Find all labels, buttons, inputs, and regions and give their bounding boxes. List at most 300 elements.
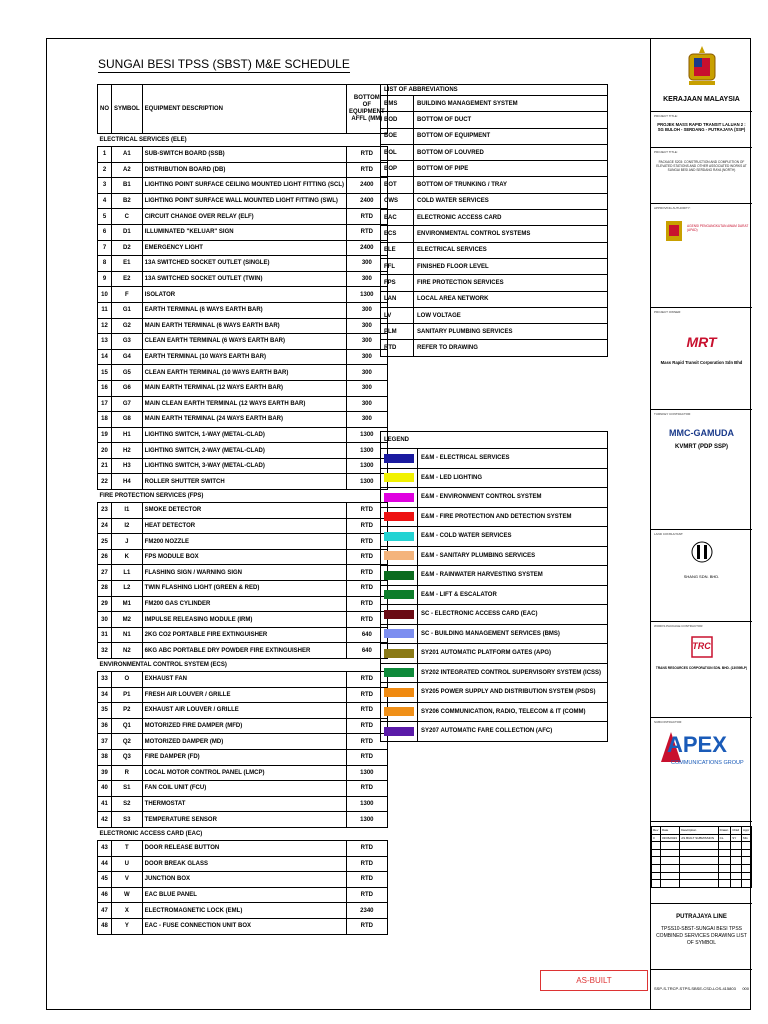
table-cell-sym: G2 bbox=[112, 318, 143, 334]
legend-swatch bbox=[384, 610, 414, 619]
table-cell-no: 34 bbox=[98, 687, 112, 703]
table-cell-no: 5 bbox=[98, 209, 112, 225]
table-row bbox=[98, 271, 388, 287]
table-cell-desc: CLEAN EARTH TERMINAL (10 WAYS EARTH BAR) bbox=[142, 365, 346, 381]
table-row bbox=[98, 627, 388, 643]
table-cell-no: 39 bbox=[98, 765, 112, 781]
legend-swatch bbox=[384, 727, 414, 736]
list-item bbox=[381, 340, 608, 356]
table-cell-desc: FRESH AIR LOUVER / GRILLE bbox=[142, 687, 346, 703]
table-cell-no: 27 bbox=[98, 565, 112, 581]
rev-cell: CL bbox=[718, 834, 731, 842]
table-cell-val: 300 bbox=[347, 302, 388, 318]
table-cell-sym: W bbox=[112, 887, 143, 903]
list-item bbox=[381, 210, 608, 226]
list-item bbox=[381, 161, 608, 177]
table-row bbox=[98, 549, 388, 565]
table-cell-desc: 2KG CO2 PORTABLE FIRE EXTINGUISHER bbox=[142, 627, 346, 643]
table-cell-val: 640 bbox=[347, 627, 388, 643]
legend-item bbox=[381, 488, 608, 508]
table-cell-val: RTD bbox=[347, 162, 388, 178]
table-cell-desc: JUNCTION BOX bbox=[142, 872, 346, 888]
list-item bbox=[381, 96, 608, 112]
legend-swatch bbox=[384, 512, 414, 521]
legend-swatch bbox=[384, 649, 414, 658]
table-cell-val: RTD bbox=[347, 503, 388, 519]
table-cell-no: 3 bbox=[98, 178, 112, 194]
apex-subtitle: COMMUNICATIONS GROUP bbox=[671, 760, 744, 766]
table-row bbox=[98, 503, 388, 519]
table-cell-val: 1300 bbox=[347, 765, 388, 781]
table-row bbox=[98, 412, 388, 428]
table-row bbox=[98, 349, 388, 365]
table-cell-sym: C bbox=[112, 209, 143, 225]
table-cell-desc: HEAT DETECTOR bbox=[142, 518, 346, 534]
legend-label: E&M - FIRE PROTECTION AND DETECTION SYSTEM bbox=[418, 507, 608, 527]
table-cell-val: 300 bbox=[347, 318, 388, 334]
contractor-cell bbox=[651, 410, 752, 530]
abbreviation-meaning: FIRE PROTECTION SERVICES bbox=[414, 275, 608, 291]
table-cell-no: 16 bbox=[98, 380, 112, 396]
legend-swatch-cell bbox=[381, 663, 418, 683]
table-cell-sym: H4 bbox=[112, 474, 143, 490]
table-row bbox=[98, 749, 388, 765]
legend-label: E&M - RAINWATER HARVESTING SYSTEM bbox=[418, 566, 608, 586]
table-row bbox=[98, 162, 388, 178]
package-label: PROJECT TITLE: bbox=[654, 150, 678, 154]
table-cell-sym: V bbox=[112, 872, 143, 888]
revision-table bbox=[651, 826, 752, 888]
approving-cell bbox=[651, 204, 752, 308]
abbreviation-meaning: BOTTOM OF TRUNKING / TRAY bbox=[414, 177, 608, 193]
table-cell-sym: G6 bbox=[112, 380, 143, 396]
abbreviation-code: RTD bbox=[381, 340, 414, 356]
table-row bbox=[98, 765, 388, 781]
table-row bbox=[98, 796, 388, 812]
table-cell-desc: FPS MODULE BOX bbox=[142, 549, 346, 565]
table-cell-no: 44 bbox=[98, 856, 112, 872]
package-cell bbox=[651, 148, 752, 204]
abbreviation-meaning: BOTTOM OF DUCT bbox=[414, 112, 608, 128]
legend-swatch bbox=[384, 571, 414, 580]
table-cell-no: 36 bbox=[98, 718, 112, 734]
table-cell-sym: D2 bbox=[112, 240, 143, 256]
contractor-label: TURNKEY CONTRACTOR: bbox=[654, 412, 692, 416]
table-row bbox=[98, 380, 388, 396]
table-cell-val: RTD bbox=[347, 703, 388, 719]
abbreviation-meaning: BOTTOM OF PIPE bbox=[414, 161, 608, 177]
legend-item bbox=[381, 507, 608, 527]
table-cell-no: 7 bbox=[98, 240, 112, 256]
table-cell-val: 300 bbox=[347, 334, 388, 350]
revision-row bbox=[652, 834, 752, 842]
legend-item bbox=[381, 468, 608, 488]
table-cell-sym: G5 bbox=[112, 365, 143, 381]
as-built-stamp: AS-BUILT bbox=[540, 970, 648, 991]
table-cell-desc: EARTH TERMINAL (10 WAYS EARTH BAR) bbox=[142, 349, 346, 365]
table-cell-desc: CLEAN EARTH TERMINAL (6 WAYS EARTH BAR) bbox=[142, 334, 346, 350]
table-row bbox=[98, 518, 388, 534]
table-cell-val: RTD bbox=[347, 565, 388, 581]
legend-label: SC - ELECTRONIC ACCESS CARD (EAC) bbox=[418, 605, 608, 625]
table-cell-desc: LOCAL MOTOR CONTROL PANEL (LMCP) bbox=[142, 765, 346, 781]
legend-swatch-cell bbox=[381, 566, 418, 586]
table-cell-val: 1300 bbox=[347, 443, 388, 459]
table-cell-no: 21 bbox=[98, 458, 112, 474]
table-cell-sym: I2 bbox=[112, 518, 143, 534]
table-cell-val: RTD bbox=[347, 147, 388, 163]
table-cell-desc: FIRE DAMPER (FD) bbox=[142, 749, 346, 765]
table-row bbox=[98, 178, 388, 194]
legend-swatch-cell bbox=[381, 702, 418, 722]
table-cell-desc: FM200 NOZZLE bbox=[142, 534, 346, 550]
table-cell-val: RTD bbox=[347, 612, 388, 628]
drawing-number-cell bbox=[651, 970, 752, 1010]
schedule-table bbox=[97, 84, 388, 935]
line-name: PUTRAJAYA LINE bbox=[676, 914, 727, 920]
schedule-section-row bbox=[98, 490, 388, 503]
abbreviation-meaning: FINISHED FLOOR LEVEL bbox=[414, 258, 608, 274]
table-cell-desc: TWIN FLASHING LIGHT (GREEN & RED) bbox=[142, 581, 346, 597]
table-cell-val: RTD bbox=[347, 209, 388, 225]
table-row bbox=[98, 209, 388, 225]
schedule-header-cell: SYMBOL bbox=[112, 85, 143, 134]
legend-swatch-cell bbox=[381, 624, 418, 644]
table-row bbox=[98, 581, 388, 597]
table-cell-no: 17 bbox=[98, 396, 112, 412]
table-cell-val: 2400 bbox=[347, 193, 388, 209]
table-cell-val: 1300 bbox=[347, 287, 388, 303]
table-row bbox=[98, 903, 388, 919]
table-cell-no: 14 bbox=[98, 349, 112, 365]
table-cell-desc: EXHAUST AIR LOUVER / GRILLE bbox=[142, 703, 346, 719]
abbreviation-meaning: SANITARY PLUMBING SERVICES bbox=[414, 324, 608, 340]
abbreviations-header-row bbox=[381, 85, 608, 96]
legend-swatch-cell bbox=[381, 527, 418, 547]
legend-swatch-cell bbox=[381, 683, 418, 703]
abbreviation-code: BOE bbox=[381, 128, 414, 144]
legend-swatch-cell bbox=[381, 468, 418, 488]
table-row bbox=[98, 256, 388, 272]
table-cell-no: 10 bbox=[98, 287, 112, 303]
table-cell-val: 2400 bbox=[347, 240, 388, 256]
abbreviation-code: BMS bbox=[381, 96, 414, 112]
table-cell-desc: LIGHTING SWITCH, 3-WAY (METAL-CLAD) bbox=[142, 458, 346, 474]
legend-header-row bbox=[381, 432, 608, 449]
table-cell-sym: F bbox=[112, 287, 143, 303]
table-cell-sym: M1 bbox=[112, 596, 143, 612]
legend-swatch-cell bbox=[381, 585, 418, 605]
table-cell-no: 46 bbox=[98, 887, 112, 903]
table-cell-no: 30 bbox=[98, 612, 112, 628]
legend-label: SY205 POWER SUPPLY AND DISTRIBUTION SYSTEM (PSDS) bbox=[418, 683, 608, 703]
table-row bbox=[98, 147, 388, 163]
table-cell-val: 1300 bbox=[347, 427, 388, 443]
schedule-section-row bbox=[98, 659, 388, 672]
table-row bbox=[98, 240, 388, 256]
mmc-gamuda-logo: MMC-GAMUDA bbox=[669, 428, 734, 438]
table-cell-val: RTD bbox=[347, 872, 388, 888]
table-cell-no: 28 bbox=[98, 581, 112, 597]
table-cell-val: RTD bbox=[347, 518, 388, 534]
legend-label: SC - BUILDING MANAGEMENT SERVICES (BMS) bbox=[418, 624, 608, 644]
legend-label: E&M - SANITARY PLUMBING SERVICES bbox=[418, 546, 608, 566]
works-cell bbox=[651, 622, 752, 718]
abbreviation-meaning: ELECTRONIC ACCESS CARD bbox=[414, 210, 608, 226]
table-cell-val: RTD bbox=[347, 734, 388, 750]
table-cell-sym: X bbox=[112, 903, 143, 919]
table-cell-desc: LIGHTING POINT SURFACE WALL MOUNTED LIGHT FITTING (SWL) bbox=[142, 193, 346, 209]
table-cell-desc: ISOLATOR bbox=[142, 287, 346, 303]
rev-header: Drawn bbox=[718, 827, 731, 835]
table-cell-no: 24 bbox=[98, 518, 112, 534]
table-cell-no: 25 bbox=[98, 534, 112, 550]
table-cell-sym: U bbox=[112, 856, 143, 872]
table-cell-val: 1300 bbox=[347, 458, 388, 474]
project-title-label: PROJECT TITLE: bbox=[654, 114, 678, 118]
title-block bbox=[650, 38, 751, 1010]
schedule-header-cell: BOTTOM OF EQUIPMENT AFFL (MM) bbox=[347, 85, 388, 134]
consultant-name: SHANG SDN. BHD. bbox=[683, 574, 720, 579]
table-cell-val: 300 bbox=[347, 365, 388, 381]
table-cell-desc: THERMOSTAT bbox=[142, 796, 346, 812]
table-row bbox=[98, 534, 388, 550]
table-row bbox=[98, 840, 388, 856]
table-cell-desc: FLASHING SIGN / WARNING SIGN bbox=[142, 565, 346, 581]
table-row bbox=[98, 224, 388, 240]
table-cell-sym: Y bbox=[112, 918, 143, 934]
schedule-section-row bbox=[98, 827, 388, 840]
approving-label: APPROVING AUTHORITY: bbox=[654, 206, 691, 210]
table-cell-val: 300 bbox=[347, 396, 388, 412]
abbreviations-title: LIST OF ABBREVIATIONS bbox=[381, 85, 608, 96]
list-item bbox=[381, 144, 608, 160]
trc-name: TRANS RESOURCES CORPORATION SDN. BHD. (13059B-P) bbox=[655, 666, 748, 670]
table-cell-no: 23 bbox=[98, 503, 112, 519]
section-title: ELECTRICAL SERVICES (ELE) bbox=[98, 134, 388, 147]
revision-header-row bbox=[652, 827, 752, 835]
table-cell-val: RTD bbox=[347, 596, 388, 612]
table-row bbox=[98, 672, 388, 688]
table-cell-val: 640 bbox=[347, 643, 388, 659]
legend-swatch bbox=[384, 668, 414, 677]
abbreviation-code: ELE bbox=[381, 242, 414, 258]
table-cell-desc: EARTH TERMINAL (6 WAYS EARTH BAR) bbox=[142, 302, 346, 318]
table-cell-desc: EAC BLUE PANEL bbox=[142, 887, 346, 903]
table-cell-sym: A2 bbox=[112, 162, 143, 178]
abbreviation-meaning: COLD WATER SERVICES bbox=[414, 193, 608, 209]
abbreviation-code: FFL bbox=[381, 258, 414, 274]
table-row bbox=[98, 612, 388, 628]
legend-item bbox=[381, 546, 608, 566]
owner-cell bbox=[651, 308, 752, 410]
table-row bbox=[98, 643, 388, 659]
abbreviation-code: ECS bbox=[381, 226, 414, 242]
legend-label: E&M - LED LIGHTING bbox=[418, 468, 608, 488]
schedule-title: SUNGAI BESI TPSS (SBST) M&E SCHEDULE bbox=[98, 57, 350, 71]
table-row bbox=[98, 458, 388, 474]
gov-name: KERAJAAN MALAYSIA bbox=[663, 96, 740, 103]
legend-swatch-cell bbox=[381, 644, 418, 664]
table-row bbox=[98, 318, 388, 334]
legend-item bbox=[381, 644, 608, 664]
table-cell-desc: 6KG ABC PORTABLE DRY POWDER FIRE EXTINGUISHER bbox=[142, 643, 346, 659]
table-cell-desc: MAIN EARTH TERMINAL (12 WAYS EARTH BAR) bbox=[142, 380, 346, 396]
drawing-title: TPSS10-SBST-SUNGAI BESI TPSS COMBINED SERVICES DRAWING LIST OF SYMBOL bbox=[656, 926, 747, 946]
abbreviation-code: LAN bbox=[381, 291, 414, 307]
table-cell-no: 19 bbox=[98, 427, 112, 443]
legend-item bbox=[381, 527, 608, 547]
table-cell-sym: A1 bbox=[112, 147, 143, 163]
rev-header: Rev bbox=[652, 827, 661, 835]
legend-swatch bbox=[384, 688, 414, 697]
table-cell-val: 1300 bbox=[347, 474, 388, 490]
legend-swatch bbox=[384, 454, 414, 463]
legend-item bbox=[381, 683, 608, 703]
table-cell-val: 300 bbox=[347, 271, 388, 287]
table-cell-sym: T bbox=[112, 840, 143, 856]
rev-header: Chkd bbox=[731, 827, 742, 835]
table-cell-no: 35 bbox=[98, 703, 112, 719]
legend-label: SY206 COMMUNICATION, RADIO, TELECOM & IT (COMM) bbox=[418, 702, 608, 722]
section-title: FIRE PROTECTION SERVICES (FPS) bbox=[98, 490, 388, 503]
legend-swatch-cell bbox=[381, 449, 418, 469]
consultant-label: LAND CONSULTANT: bbox=[654, 532, 684, 536]
table-row bbox=[98, 872, 388, 888]
table-row bbox=[98, 443, 388, 459]
table-row bbox=[98, 703, 388, 719]
drawing-number: SSP-S-TRCP-STPS-SBSE-CSD-LOS-415803 bbox=[654, 986, 736, 991]
legend-swatch bbox=[384, 629, 414, 638]
table-cell-sym: K bbox=[112, 549, 143, 565]
legend-swatch bbox=[384, 707, 414, 716]
table-cell-val: RTD bbox=[347, 856, 388, 872]
table-cell-sym: N2 bbox=[112, 643, 143, 659]
list-item bbox=[381, 128, 608, 144]
table-row bbox=[98, 596, 388, 612]
table-cell-desc: LIGHTING SWITCH, 1-WAY (METAL-CLAD) bbox=[142, 427, 346, 443]
table-cell-val: RTD bbox=[347, 549, 388, 565]
table-cell-val: RTD bbox=[347, 887, 388, 903]
abbreviation-code: BOT bbox=[381, 177, 414, 193]
legend-swatch-cell bbox=[381, 722, 418, 742]
legend-label: E&M - COLD WATER SERVICES bbox=[418, 527, 608, 547]
table-cell-desc: MOTORIZED FIRE DAMPER (MFD) bbox=[142, 718, 346, 734]
table-row bbox=[98, 718, 388, 734]
table-row bbox=[98, 918, 388, 934]
rev-cell: 0 bbox=[652, 834, 661, 842]
table-cell-val: 2400 bbox=[347, 178, 388, 194]
table-cell-sym: J bbox=[112, 534, 143, 550]
table-cell-desc: IMPULSE RELEASING MODULE (IRM) bbox=[142, 612, 346, 628]
table-cell-val: RTD bbox=[347, 718, 388, 734]
abbreviations-table bbox=[380, 84, 608, 357]
schedule-header-cell: EQUIPMENT DESCRIPTION bbox=[142, 85, 346, 134]
abbreviation-code: BOP bbox=[381, 161, 414, 177]
list-item bbox=[381, 291, 608, 307]
legend-item bbox=[381, 702, 608, 722]
table-cell-sym: M2 bbox=[112, 612, 143, 628]
table-cell-val: RTD bbox=[347, 781, 388, 797]
table-cell-sym: E1 bbox=[112, 256, 143, 272]
table-cell-sym: Q1 bbox=[112, 718, 143, 734]
abbreviation-meaning: BUILDING MANAGEMENT SYSTEM bbox=[414, 96, 608, 112]
list-item bbox=[381, 112, 608, 128]
coat-of-arms-icon bbox=[651, 46, 752, 89]
table-cell-desc: MAIN CLEAN EARTH TERMINAL (12 WAYS EARTH BAR) bbox=[142, 396, 346, 412]
table-cell-sym: S1 bbox=[112, 781, 143, 797]
table-cell-sym: H1 bbox=[112, 427, 143, 443]
legend-item bbox=[381, 624, 608, 644]
legend-swatch-cell bbox=[381, 488, 418, 508]
table-cell-desc: LIGHTING SWITCH, 2-WAY (METAL-CLAD) bbox=[142, 443, 346, 459]
table-cell-desc: EMERGENCY LIGHT bbox=[142, 240, 346, 256]
legend-item bbox=[381, 722, 608, 742]
table-cell-val: 1300 bbox=[347, 796, 388, 812]
subcontractor-label: SUBCONTRACTOR: bbox=[654, 720, 683, 724]
table-cell-no: 33 bbox=[98, 672, 112, 688]
table-cell-sym: B1 bbox=[112, 178, 143, 194]
table-cell-no: 12 bbox=[98, 318, 112, 334]
mrt-name: Mass Rapid Transit Corporation Sdn Bhd bbox=[660, 360, 743, 365]
table-cell-sym: O bbox=[112, 672, 143, 688]
table-cell-no: 4 bbox=[98, 193, 112, 209]
legend-label: SY207 AUTOMATIC FARE COLLECTION (AFC) bbox=[418, 722, 608, 742]
table-cell-sym: S2 bbox=[112, 796, 143, 812]
table-cell-no: 8 bbox=[98, 256, 112, 272]
table-cell-desc: 13A SWITCHED SOCKET OUTLET (TWIN) bbox=[142, 271, 346, 287]
legend-item bbox=[381, 605, 608, 625]
list-item bbox=[381, 307, 608, 323]
table-cell-val: 300 bbox=[347, 412, 388, 428]
legend-swatch-cell bbox=[381, 605, 418, 625]
table-row bbox=[98, 474, 388, 490]
legend-label: SY201 AUTOMATIC PLATFORM GATES (APG) bbox=[418, 644, 608, 664]
revision-cell bbox=[651, 822, 752, 904]
schedule-header-row bbox=[98, 85, 388, 134]
table-cell-no: 48 bbox=[98, 918, 112, 934]
section-title: ELECTRONIC ACCESS CARD (EAC) bbox=[98, 827, 388, 840]
table-cell-sym: G8 bbox=[112, 412, 143, 428]
owner-label: PROJECT OWNER: bbox=[654, 310, 682, 314]
rev-header: Date bbox=[660, 827, 679, 835]
rev-cell: AS BUILT SUBMISSION bbox=[680, 834, 718, 842]
table-cell-no: 29 bbox=[98, 596, 112, 612]
legend-swatch-cell bbox=[381, 507, 418, 527]
table-row bbox=[98, 427, 388, 443]
table-cell-val: RTD bbox=[347, 840, 388, 856]
table-row bbox=[98, 565, 388, 581]
table-cell-no: 22 bbox=[98, 474, 112, 490]
table-cell-sym: Q2 bbox=[112, 734, 143, 750]
abbreviation-code: PLM bbox=[381, 324, 414, 340]
list-item bbox=[381, 193, 608, 209]
abbreviation-meaning: ENVIRONMENTAL CONTROL SYSTEMS bbox=[414, 226, 608, 242]
table-cell-no: 20 bbox=[98, 443, 112, 459]
abbreviation-code: FPS bbox=[381, 275, 414, 291]
table-cell-no: 40 bbox=[98, 781, 112, 797]
list-item bbox=[381, 275, 608, 291]
legend-swatch bbox=[384, 493, 414, 502]
abbreviation-meaning: REFER TO DRAWING bbox=[414, 340, 608, 356]
table-cell-no: 42 bbox=[98, 812, 112, 828]
apad-logo-icon bbox=[665, 220, 683, 243]
table-cell-val: RTD bbox=[347, 534, 388, 550]
table-cell-desc: FM200 GAS CYLINDER bbox=[142, 596, 346, 612]
table-cell-sym: R bbox=[112, 765, 143, 781]
drawing-revision: 000 bbox=[742, 986, 749, 991]
table-cell-desc: ELECTROMAGNETIC LOCK (EML) bbox=[142, 903, 346, 919]
